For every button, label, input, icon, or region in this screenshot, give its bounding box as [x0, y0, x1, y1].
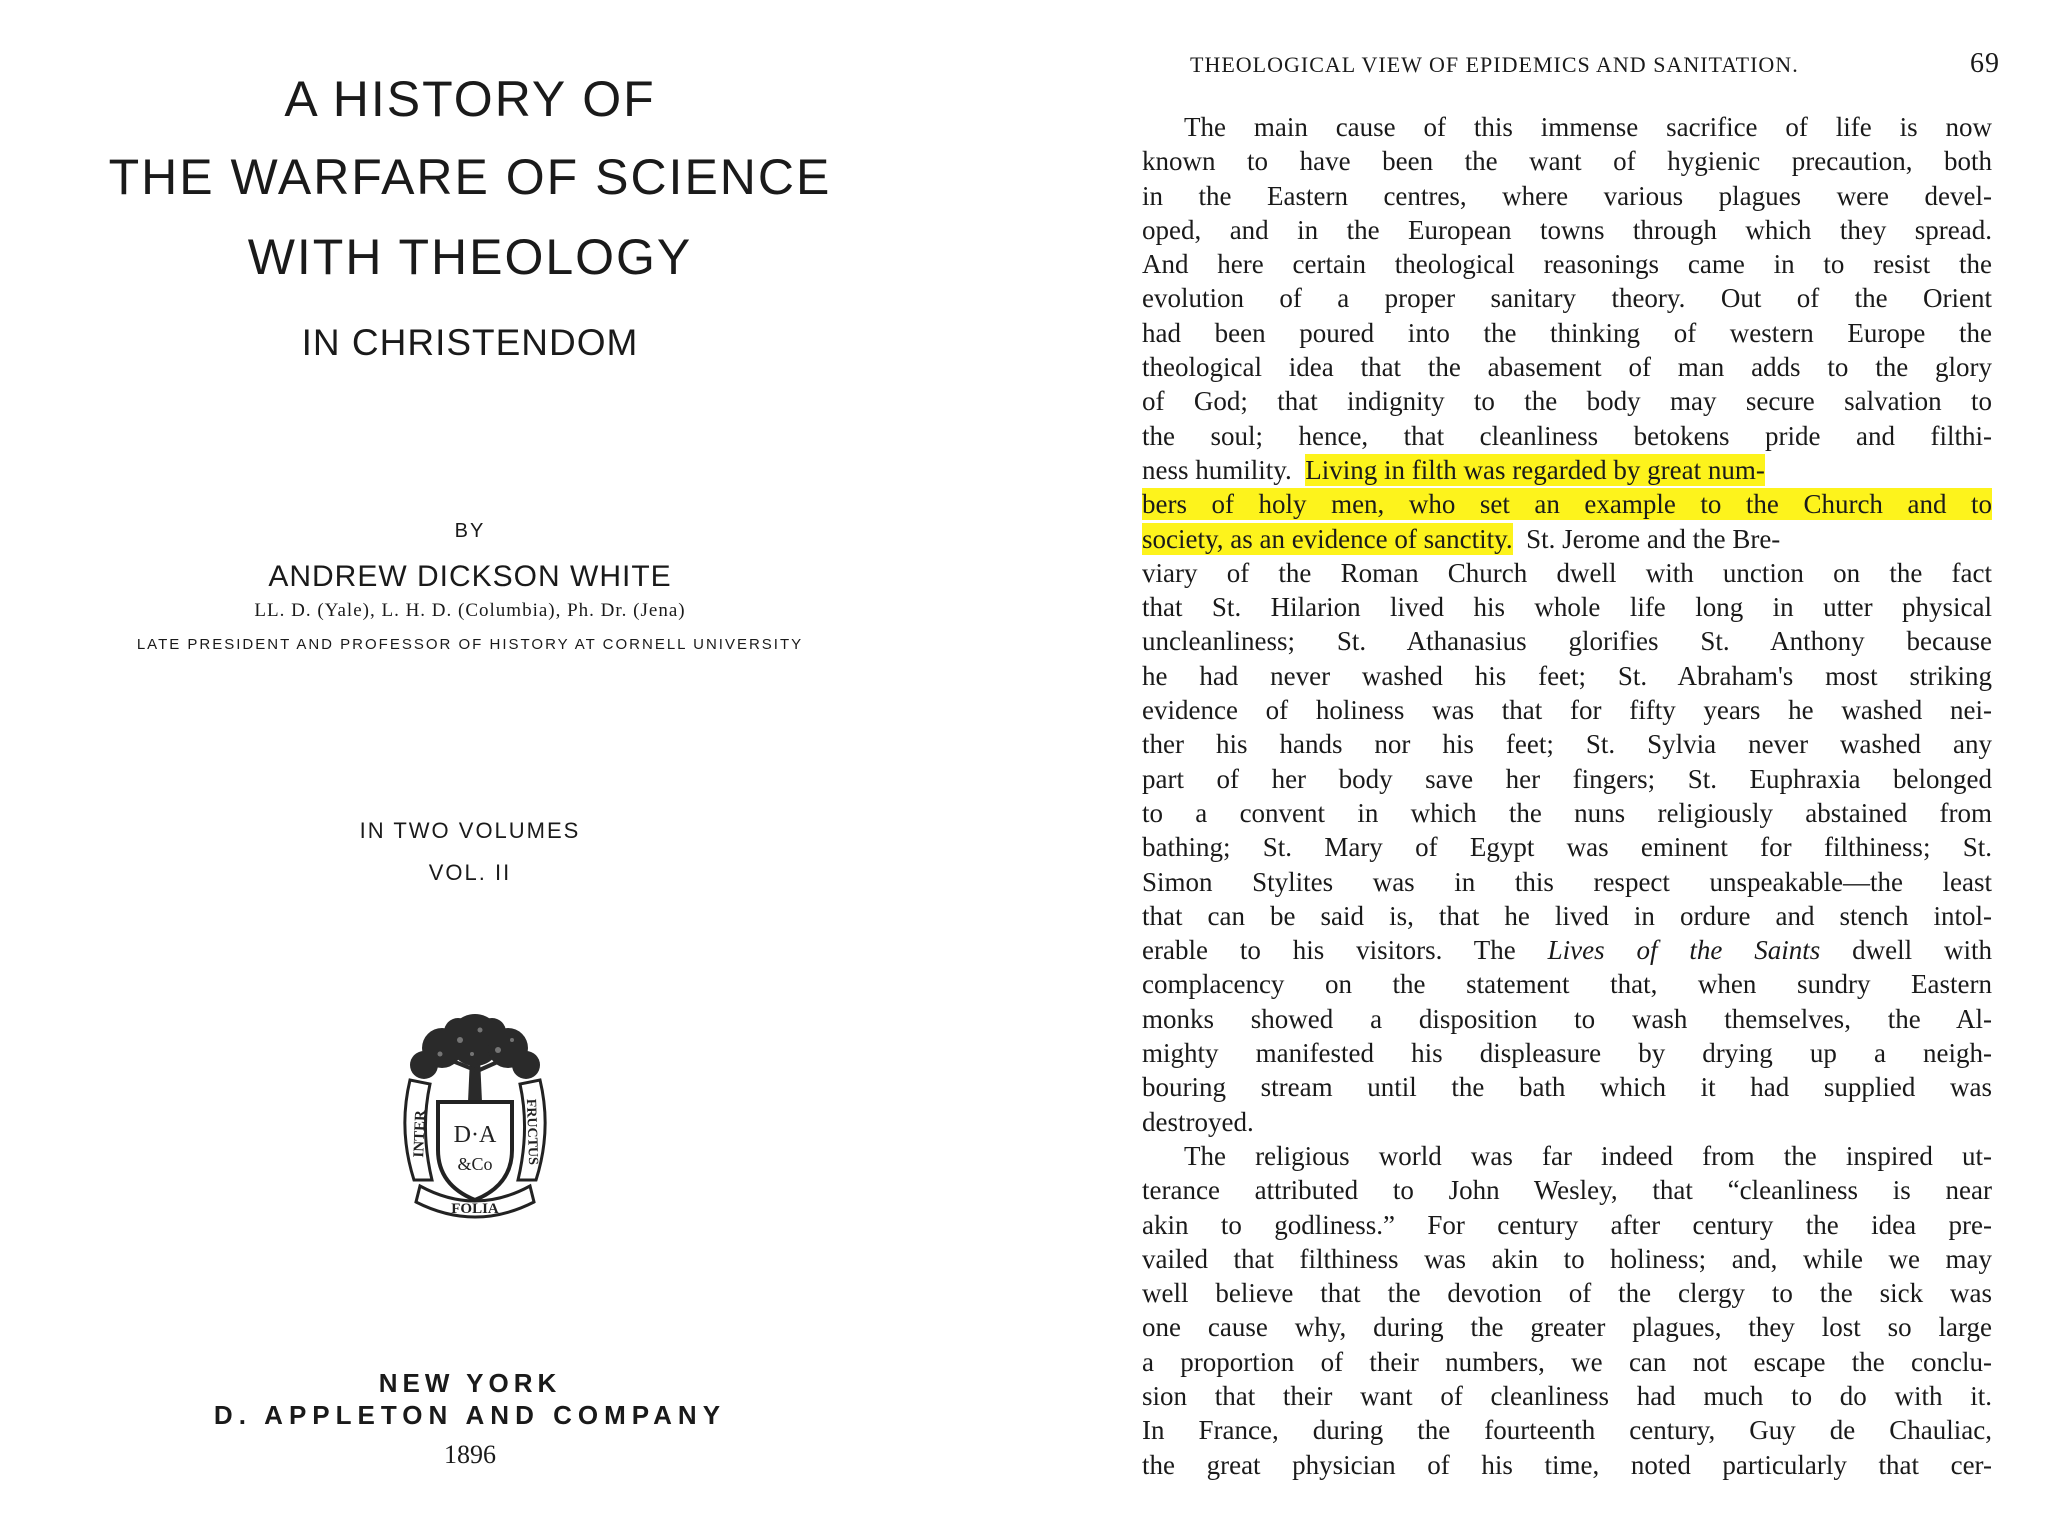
text-line: complacency on the statement that, when sundry Eastern: [1142, 969, 1992, 1000]
title-line-1: A HISTORY OF: [284, 71, 656, 127]
text-page: [1110, 0, 2010, 1534]
text-line: sion that their want of cleanliness had much to do with it.: [1142, 1380, 1992, 1411]
highlighted-passage: Living in filth was regarded by great num-: [1305, 454, 1765, 485]
highlighted-passage: society, as an evidence of sanctity.: [1142, 523, 1513, 554]
text-line: he had never washed his feet; St. Abraham's most striking: [1142, 660, 1992, 691]
author-degrees: LL. D. (Yale), L. H. D. (Columbia), Ph. Dr. (Jena): [254, 600, 686, 621]
text-line: [1142, 522, 1992, 556]
text-fragment: erable to his visitors. The: [1142, 935, 1516, 966]
text-line: vailed that filthiness was akin to holiness; and, while we may: [1142, 1243, 1992, 1274]
text-line: evolution of a proper sanitary theory. Out of the Orient: [1142, 283, 1992, 314]
text-line: monks showed a disposition to wash themselves, the Al-: [1142, 1003, 1992, 1034]
text-line: part of her body save her fingers; St. Euphraxia belonged: [1142, 763, 1992, 794]
ribbon-right-text: FRUCTUS: [522, 1098, 541, 1166]
text-line: [1142, 487, 1992, 521]
title-line-3: WITH THEOLOGY: [247, 229, 693, 285]
text-line: bathing; St. Mary of Egypt was eminent for filthiness; St.: [1142, 832, 1992, 863]
imprint-city: NEW YORK: [378, 1368, 562, 1398]
text-line: terance attributed to John Wesley, that “cleanliness is near: [1142, 1175, 1992, 1206]
text-line: one cause why, during the greater plagues, they lost so large: [1142, 1312, 1992, 1343]
text-line: that St. Hilarion lived his whole life long in utter physical: [1142, 592, 1992, 623]
text-line: ther his hands nor his feet; St. Sylvia never washed any: [1142, 729, 1992, 760]
highlighted-passage: bers of holy men, who set an example to the Church and to: [1142, 489, 1992, 520]
text-line: of God; that indignity to the body may secure salvation to: [1142, 386, 1992, 417]
text-line: [1142, 453, 1992, 487]
title-line-4: IN CHRISTENDOM: [301, 322, 639, 363]
text-line: theological idea that the abasement of man adds to the glory: [1142, 352, 1992, 383]
title-page: [0, 0, 940, 1534]
text-line: destroyed.: [1142, 1106, 1254, 1137]
running-head-title: THEOLOGICAL VIEW OF EPIDEMICS AND SANITATION.: [1190, 52, 1799, 77]
volume-number: VOL. II: [428, 860, 512, 885]
text-line: the great physician of his time, noted particularly that cer-: [1142, 1449, 1992, 1480]
text-line: had been poured into the thinking of western Europe the: [1142, 317, 1992, 348]
text-line: The religious world was far indeed from the inspired ut-: [1184, 1140, 1992, 1171]
svg-text:&Co: &Co: [457, 1154, 493, 1174]
text-line: to a convent in which the nuns religiously abstained from: [1142, 797, 1992, 828]
text-line: The main cause of this immense sacrifice of life is now: [1184, 112, 1992, 142]
text-line: a proportion of their numbers, we can not escape the conclu-: [1142, 1346, 1992, 1377]
page-number: 69: [1970, 48, 2000, 79]
text-line: the soul; hence, that cleanliness betokens pride and filthi-: [1142, 420, 1992, 451]
text-fragment: dwell with: [1852, 935, 1992, 966]
author-position: LATE PRESIDENT AND PROFESSOR OF HISTORY AT CORNELL UNIVERSITY: [136, 636, 804, 653]
italic-book-title: Lives of the Saints: [1547, 935, 1821, 966]
text-line: mighty manifested his displeasure by drying up a neigh-: [1142, 1038, 1992, 1069]
text-line: evidence of holiness was that for fifty years he washed nei-: [1142, 695, 1992, 726]
by-label: BY: [454, 520, 486, 542]
text-fragment: St. Jerome and the Bre-: [1526, 523, 1781, 554]
text-line: bouring stream until the bath which it had supplied was: [1142, 1072, 1992, 1103]
text-line: [1142, 933, 1992, 967]
author-name: ANDREW DICKSON WHITE: [268, 560, 672, 593]
ribbon-left-text: INTER: [411, 1109, 429, 1158]
imprint-publisher: D. APPLETON AND COMPANY: [213, 1400, 727, 1430]
text-fragment: ness humility.: [1142, 454, 1292, 485]
ribbon-bottom-text: FOLIA: [451, 1201, 499, 1217]
text-line: In France, during the fourteenth century, Guy de Chauliac,: [1142, 1415, 1992, 1446]
text-line: uncleanliness; St. Athanasius glorifies St. Anthony because: [1142, 626, 1992, 657]
text-line: known to have been the want of hygienic precaution, both: [1142, 146, 1992, 177]
text-line: viary of the Roman Church dwell with unction on the fact: [1142, 557, 1992, 588]
text-line: that can be said is, that he lived in ordure and stench intol-: [1142, 900, 1992, 931]
text-line: akin to godliness.” For century after century the idea pre-: [1142, 1209, 1992, 1240]
text-line: Simon Stylites was in this respect unspeakable—the least: [1142, 866, 1992, 897]
logo-monogram: D·A: [453, 1122, 497, 1148]
text-line: in the Eastern centres, where various plagues were devel-: [1142, 180, 1992, 211]
imprint-year: 1896: [444, 1440, 496, 1469]
publisher-device-tree-shield-icon: [380, 1010, 570, 1230]
text-line: And here certain theological reasonings came in to resist the: [1142, 249, 1992, 280]
text-line: oped, and in the European towns through which they spread.: [1142, 214, 1992, 245]
text-line: well believe that the devotion of the clergy to the sick was: [1142, 1278, 1992, 1309]
volumes-label: IN TWO VOLUMES: [359, 818, 581, 843]
body-text: [1142, 110, 1992, 1482]
title-line-2: THE WARFARE OF SCIENCE: [108, 149, 832, 205]
